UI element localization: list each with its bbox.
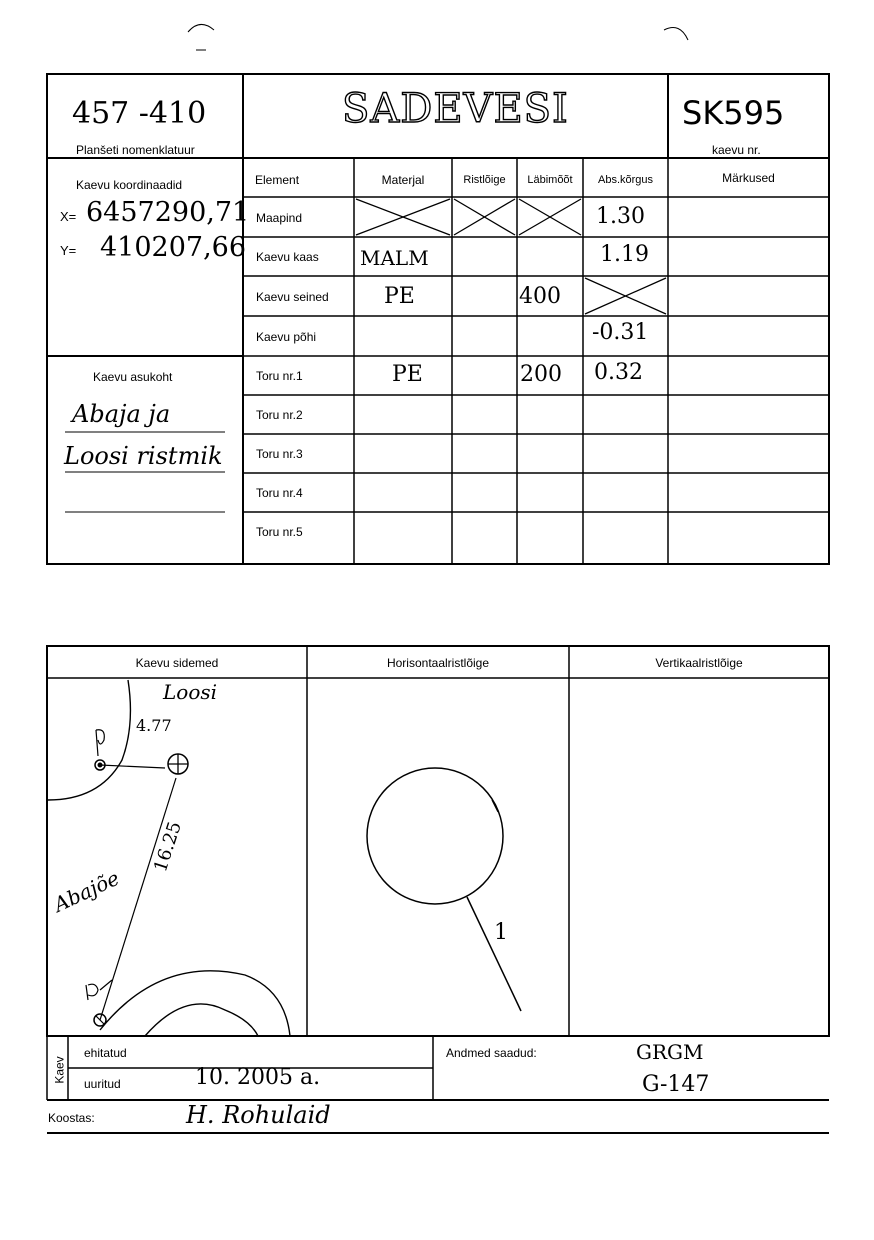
row-element-label: Toru nr.1 xyxy=(256,369,303,383)
data-source-value-2: G-147 xyxy=(642,1072,710,1097)
y-prefix: Y= xyxy=(60,243,77,258)
row-element-label: Kaevu kaas xyxy=(256,250,319,264)
compiled-by-label: Koostas: xyxy=(48,1111,95,1125)
data-source-value-1: GRGM xyxy=(636,1040,704,1064)
kaas-height-value: 1.19 xyxy=(600,242,649,267)
sketch-distance-label: 16.25 xyxy=(150,818,186,875)
sketch-distance-label: 4.77 xyxy=(136,716,172,735)
x-prefix: X= xyxy=(60,209,77,224)
well-connections-header: Kaevu sidemed xyxy=(135,656,219,670)
maapind-height-value: 1.30 xyxy=(596,204,645,229)
plan-nomenclature-label: Planšeti nomenklatuur xyxy=(76,143,195,157)
seined-material-value: PE xyxy=(384,284,415,309)
row-element-label: Toru nr.5 xyxy=(256,525,303,539)
location-line-1: Abaja ja xyxy=(72,400,171,428)
y-coordinate-value: 410207,66 xyxy=(100,232,247,263)
row-element-label: Kaevu seined xyxy=(256,290,329,304)
plan-nomenclature-value: 457 -410 xyxy=(72,96,207,131)
location-line-2: Loosi ristmik xyxy=(64,442,223,470)
horizontal-pipe-label: 1 xyxy=(494,920,508,945)
vertical-section-header: Vertikaalristlõige xyxy=(655,656,743,670)
col-header-material: Materjal xyxy=(381,173,425,187)
col-header-diameter: Läbimõõt xyxy=(527,174,573,186)
surveyed-label: uuritud xyxy=(84,1077,121,1091)
toru1-height-value: 0.32 xyxy=(594,360,643,385)
data-source-label: Andmed saadud: xyxy=(446,1046,537,1060)
row-element-label: Maapind xyxy=(256,211,303,225)
col-header-element: Element xyxy=(255,173,300,187)
row-element-label: Toru nr.3 xyxy=(256,447,303,461)
col-header-remarks: Märkused xyxy=(722,171,775,185)
toru1-diameter-value: 200 xyxy=(520,362,562,387)
horizontal-section-header: Horisontaalristlõige xyxy=(386,656,490,670)
compiled-by-value: H. Rohulaid xyxy=(186,1101,331,1129)
x-coordinate-value: 6457290,71 xyxy=(86,197,250,228)
toru1-material-value: PE xyxy=(392,362,423,387)
row-element-label: Toru nr.4 xyxy=(256,486,303,500)
coordinates-label: Kaevu koordinaadid xyxy=(76,178,183,192)
col-header-cross-section: Ristlõige xyxy=(463,174,506,186)
kaas-material-value: MALM xyxy=(360,246,429,270)
built-label: ehitatud xyxy=(84,1046,127,1060)
surveyed-value: 10. 2005 a. xyxy=(195,1065,321,1090)
row-element-label: Kaevu põhi xyxy=(256,330,317,344)
location-label: Kaevu asukoht xyxy=(93,370,173,384)
sketch-street-label: Abajõe xyxy=(50,865,123,917)
row-element-label: Toru nr.2 xyxy=(256,408,303,422)
col-header-abs-height: Abs.kõrgus xyxy=(597,174,654,186)
seined-diameter-value: 400 xyxy=(519,284,561,309)
pohi-height-value: -0.31 xyxy=(592,320,649,345)
page-title: SADEVESI xyxy=(342,86,569,132)
well-number-value: SK595 xyxy=(682,94,785,132)
well-side-label: Kaev xyxy=(52,1056,67,1084)
sketch-street-label: Loosi xyxy=(163,680,218,704)
well-number-label: kaevu nr. xyxy=(712,143,761,157)
